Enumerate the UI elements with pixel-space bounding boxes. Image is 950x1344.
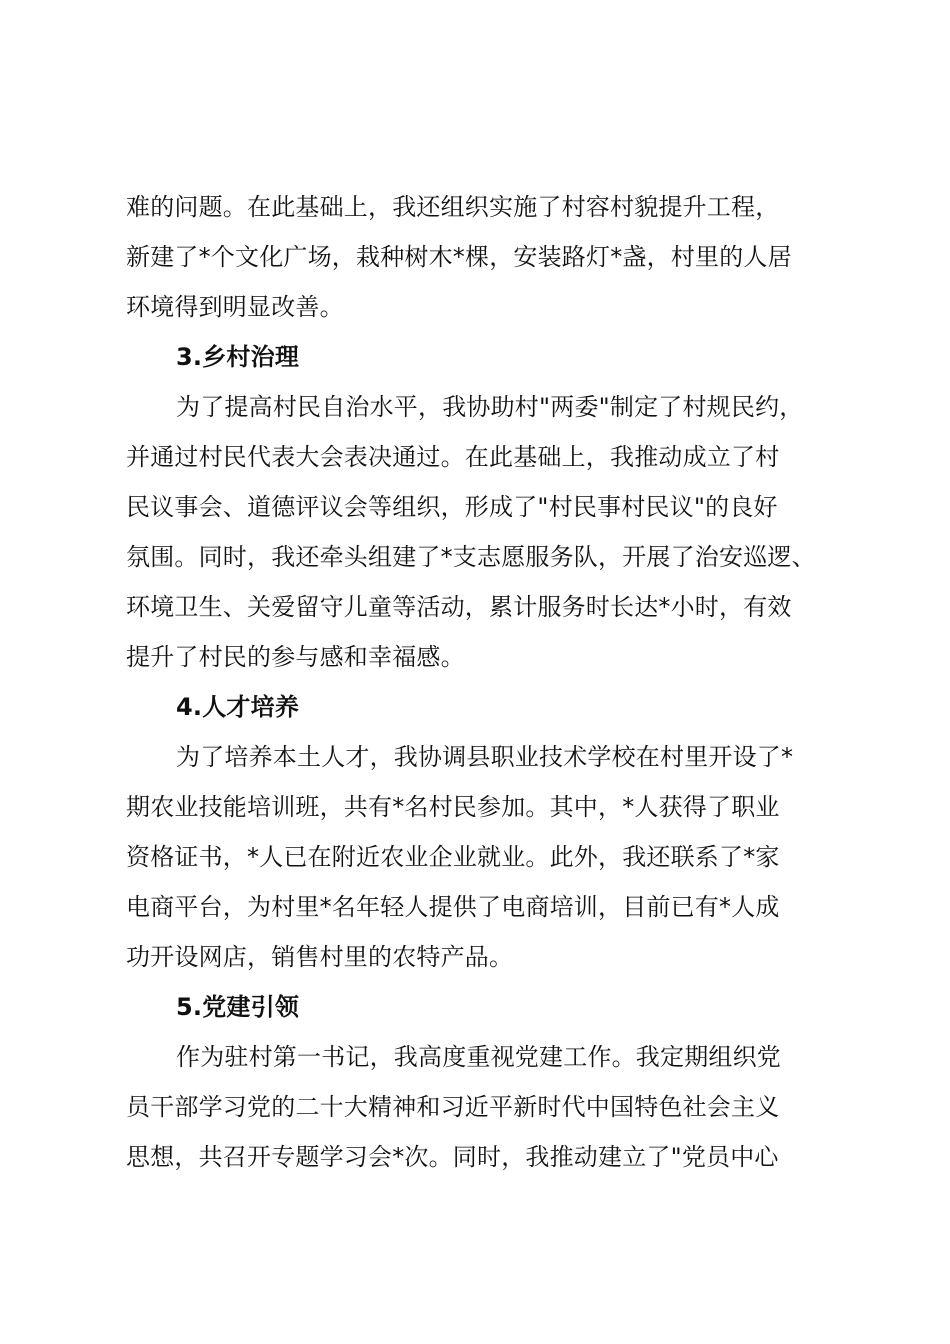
section-heading-party-building: 5.党建引领 xyxy=(176,993,300,1021)
paragraph-line: 民议事会、道德评议会等组织，形成了"村民事村民议"的良好 xyxy=(126,493,778,521)
paragraph-line: 环境得到明显改善。 xyxy=(126,293,344,321)
paragraph-line: 作为驻村第一书记，我高度重视党建工作。我定期组织党 xyxy=(176,1043,781,1071)
document-body xyxy=(126,182,842,1182)
paragraph-line: 思想，共召开专题学习会*次。同时，我推动建立了"党员中心 xyxy=(126,1143,779,1171)
paragraph-line: 功开设网店，销售村里的农特产品。 xyxy=(126,943,514,971)
paragraph-line: 难的问题。在此基础上，我还组织实施了村容村貌提升工程， xyxy=(126,193,780,221)
paragraph-line: 电商平台，为村里*名年轻人提供了电商培训，目前已有*人成 xyxy=(126,893,780,921)
section-heading-talent-cultivation: 4.人才培养 xyxy=(176,693,300,721)
paragraph-line: 氛围。同时，我还牵头组建了*支志愿服务队，开展了治安巡逻、 xyxy=(126,543,816,571)
paragraph-line: 为了培养本土人才，我协调县职业技术学校在村里开设了* xyxy=(176,743,794,771)
paragraph-line: 员干部学习党的二十大精神和习近平新时代中国特色社会主义 xyxy=(126,1093,780,1121)
paragraph-line: 提升了村民的参与感和幸福感。 xyxy=(126,643,465,671)
paragraph-line: 环境卫生、关爱留守儿童等活动，累计服务时长达*小时，有效 xyxy=(126,593,792,621)
paragraph-line: 为了提高村民自治水平，我协助村"两委"制定了村规民约， xyxy=(176,393,804,421)
section-heading-rural-governance: 3.乡村治理 xyxy=(176,343,300,371)
paragraph-line: 新建了*个文化广场，栽种树木*棵，安装路灯*盏，村里的人居 xyxy=(126,243,792,271)
paragraph-line: 资格证书，*人已在附近农业企业就业。此外，我还联系了*家 xyxy=(126,843,780,871)
paragraph-line: 并通过村民代表大会表决通过。在此基础上，我推动成立了村 xyxy=(126,443,780,471)
paragraph-line: 期农业技能培训班，共有*名村民参加。其中，*人获得了职业 xyxy=(126,793,780,821)
